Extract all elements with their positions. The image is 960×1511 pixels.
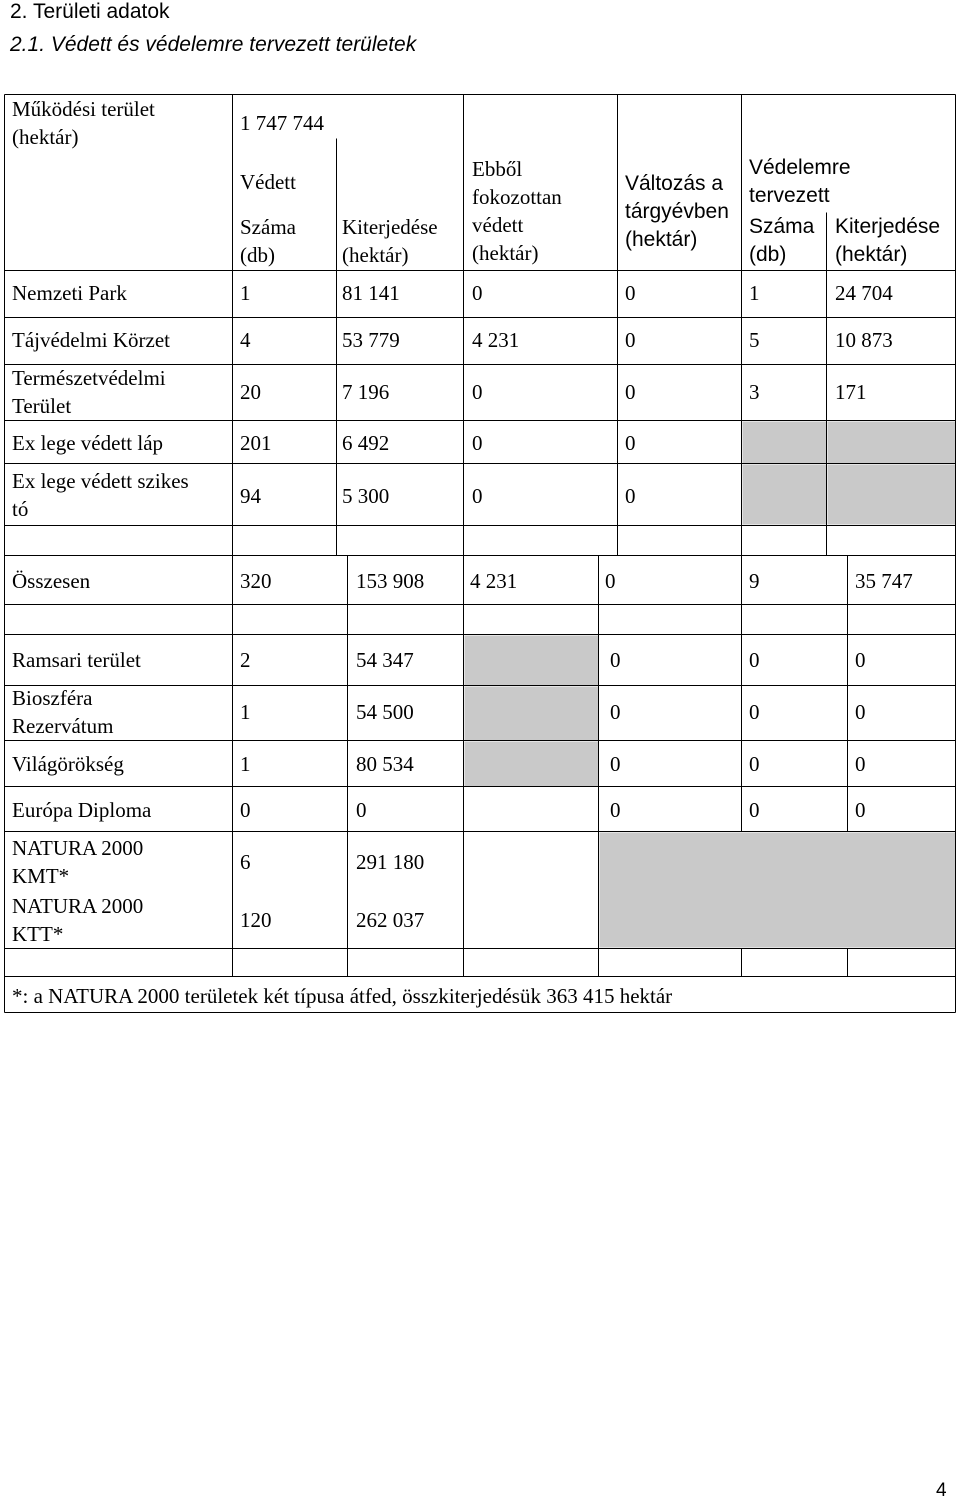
- cell: 0: [749, 648, 760, 672]
- footnote: *: a NATURA 2000 területek két típusa átfed, összkiterjedésük 363 415 hektár: [12, 984, 673, 1008]
- cell: 153 908: [356, 569, 425, 593]
- cell: 0: [855, 700, 866, 724]
- cell: 81 141: [342, 281, 400, 305]
- shade-cell: [828, 422, 956, 464]
- operating-area-label: Működési terület (hektár): [12, 97, 155, 149]
- cell: 35 747: [855, 569, 913, 593]
- cell: 320: [240, 569, 272, 593]
- cell: 6: [240, 850, 251, 874]
- cell: 54 500: [356, 700, 414, 724]
- cell: 0: [749, 752, 760, 776]
- cell: 24 704: [835, 281, 893, 305]
- row-label: Bioszféra Rezervátum: [12, 686, 114, 738]
- row-label: Természetvédelmi Terület: [12, 366, 166, 418]
- cell: 7 196: [342, 380, 390, 404]
- cell: 0: [749, 700, 760, 724]
- cell: 0: [855, 798, 866, 822]
- cell: 6 492: [342, 431, 390, 455]
- cell: 0: [472, 484, 483, 508]
- cell: 0: [472, 380, 483, 404]
- shade-cell: [828, 465, 956, 525]
- row-label: Ramsari terület: [12, 648, 141, 672]
- shade-cell: [465, 742, 599, 787]
- cell: 1: [240, 281, 251, 305]
- planned-group-header: Védelemre tervezett: [749, 156, 851, 207]
- cell: 54 347: [356, 648, 414, 672]
- cell: 201: [240, 431, 272, 455]
- row-label: Ex lege védett láp: [12, 431, 164, 455]
- cell: 0: [625, 328, 636, 352]
- cell: 0: [610, 752, 621, 776]
- cell: 0: [749, 798, 760, 822]
- cell: 0: [605, 569, 616, 593]
- cell: 0: [625, 484, 636, 508]
- cell: 1: [749, 281, 760, 305]
- shade-cell: [743, 465, 827, 525]
- operating-area-value: 1 747 744: [240, 111, 324, 135]
- planned-extent-header: Kiterjedése (hektár): [835, 215, 941, 266]
- section-subtitle: 2.1. Védett és védelemre tervezett területek: [10, 33, 417, 56]
- cell: 291 180: [356, 850, 425, 874]
- cell: 4 231: [472, 328, 520, 352]
- cell: 3: [749, 380, 760, 404]
- cell: 5: [749, 328, 760, 352]
- row-label: Összesen: [12, 569, 91, 593]
- cell: 1: [240, 700, 251, 724]
- cell: 0: [356, 798, 367, 822]
- cell: 0: [625, 431, 636, 455]
- cell: 20: [240, 380, 261, 404]
- planned-count-header: Száma (db): [749, 215, 815, 266]
- cell: 0: [240, 798, 251, 822]
- cell: 1: [240, 752, 251, 776]
- protected-group-header: Védett: [240, 170, 296, 194]
- cell: 120: [240, 908, 272, 932]
- cell: 10 873: [835, 328, 893, 352]
- shade-cell: [465, 636, 599, 686]
- cell: 0: [610, 648, 621, 672]
- cell: 0: [472, 431, 483, 455]
- cell: 9: [749, 569, 760, 593]
- extent-header: Kiterjedése (hektár): [342, 215, 438, 267]
- cell: 0: [855, 648, 866, 672]
- cell: 171: [835, 380, 867, 404]
- row-label: Ex lege védett szikes tó: [12, 469, 189, 521]
- cell: 5 300: [342, 484, 390, 508]
- section-title: 2. Területi adatok: [10, 0, 170, 23]
- shade-cell: [600, 833, 956, 948]
- shade-cell: [743, 422, 827, 464]
- cell: 0: [855, 752, 866, 776]
- page-number: 4: [936, 1480, 947, 1501]
- row-label: Világörökség: [12, 752, 124, 776]
- cell: 2: [240, 648, 251, 672]
- cell: 4: [240, 328, 251, 352]
- cell: 4 231: [470, 569, 518, 593]
- shade-cell: [465, 687, 599, 741]
- cell: 0: [472, 281, 483, 305]
- row-label: Európa Diploma: [12, 798, 152, 822]
- cell: 262 037: [356, 908, 425, 932]
- count-header: Száma (db): [240, 215, 296, 267]
- cell: 94: [240, 484, 261, 508]
- cell: 53 779: [342, 328, 400, 352]
- cell: 0: [625, 281, 636, 305]
- cell: 80 534: [356, 752, 414, 776]
- row-label: Tájvédelmi Körzet: [12, 328, 171, 352]
- row-label: NATURA 2000 KTT*: [12, 894, 144, 946]
- cell: 0: [610, 798, 621, 822]
- cell: 0: [610, 700, 621, 724]
- row-label: Nemzeti Park: [12, 281, 127, 305]
- row-label: NATURA 2000 KMT*: [12, 836, 144, 888]
- change-header: Változás a tárgyévben (hektár): [625, 172, 729, 251]
- strictly-protected-header: Ebből fokozottan védett (hektár): [472, 157, 562, 265]
- cell: 0: [625, 380, 636, 404]
